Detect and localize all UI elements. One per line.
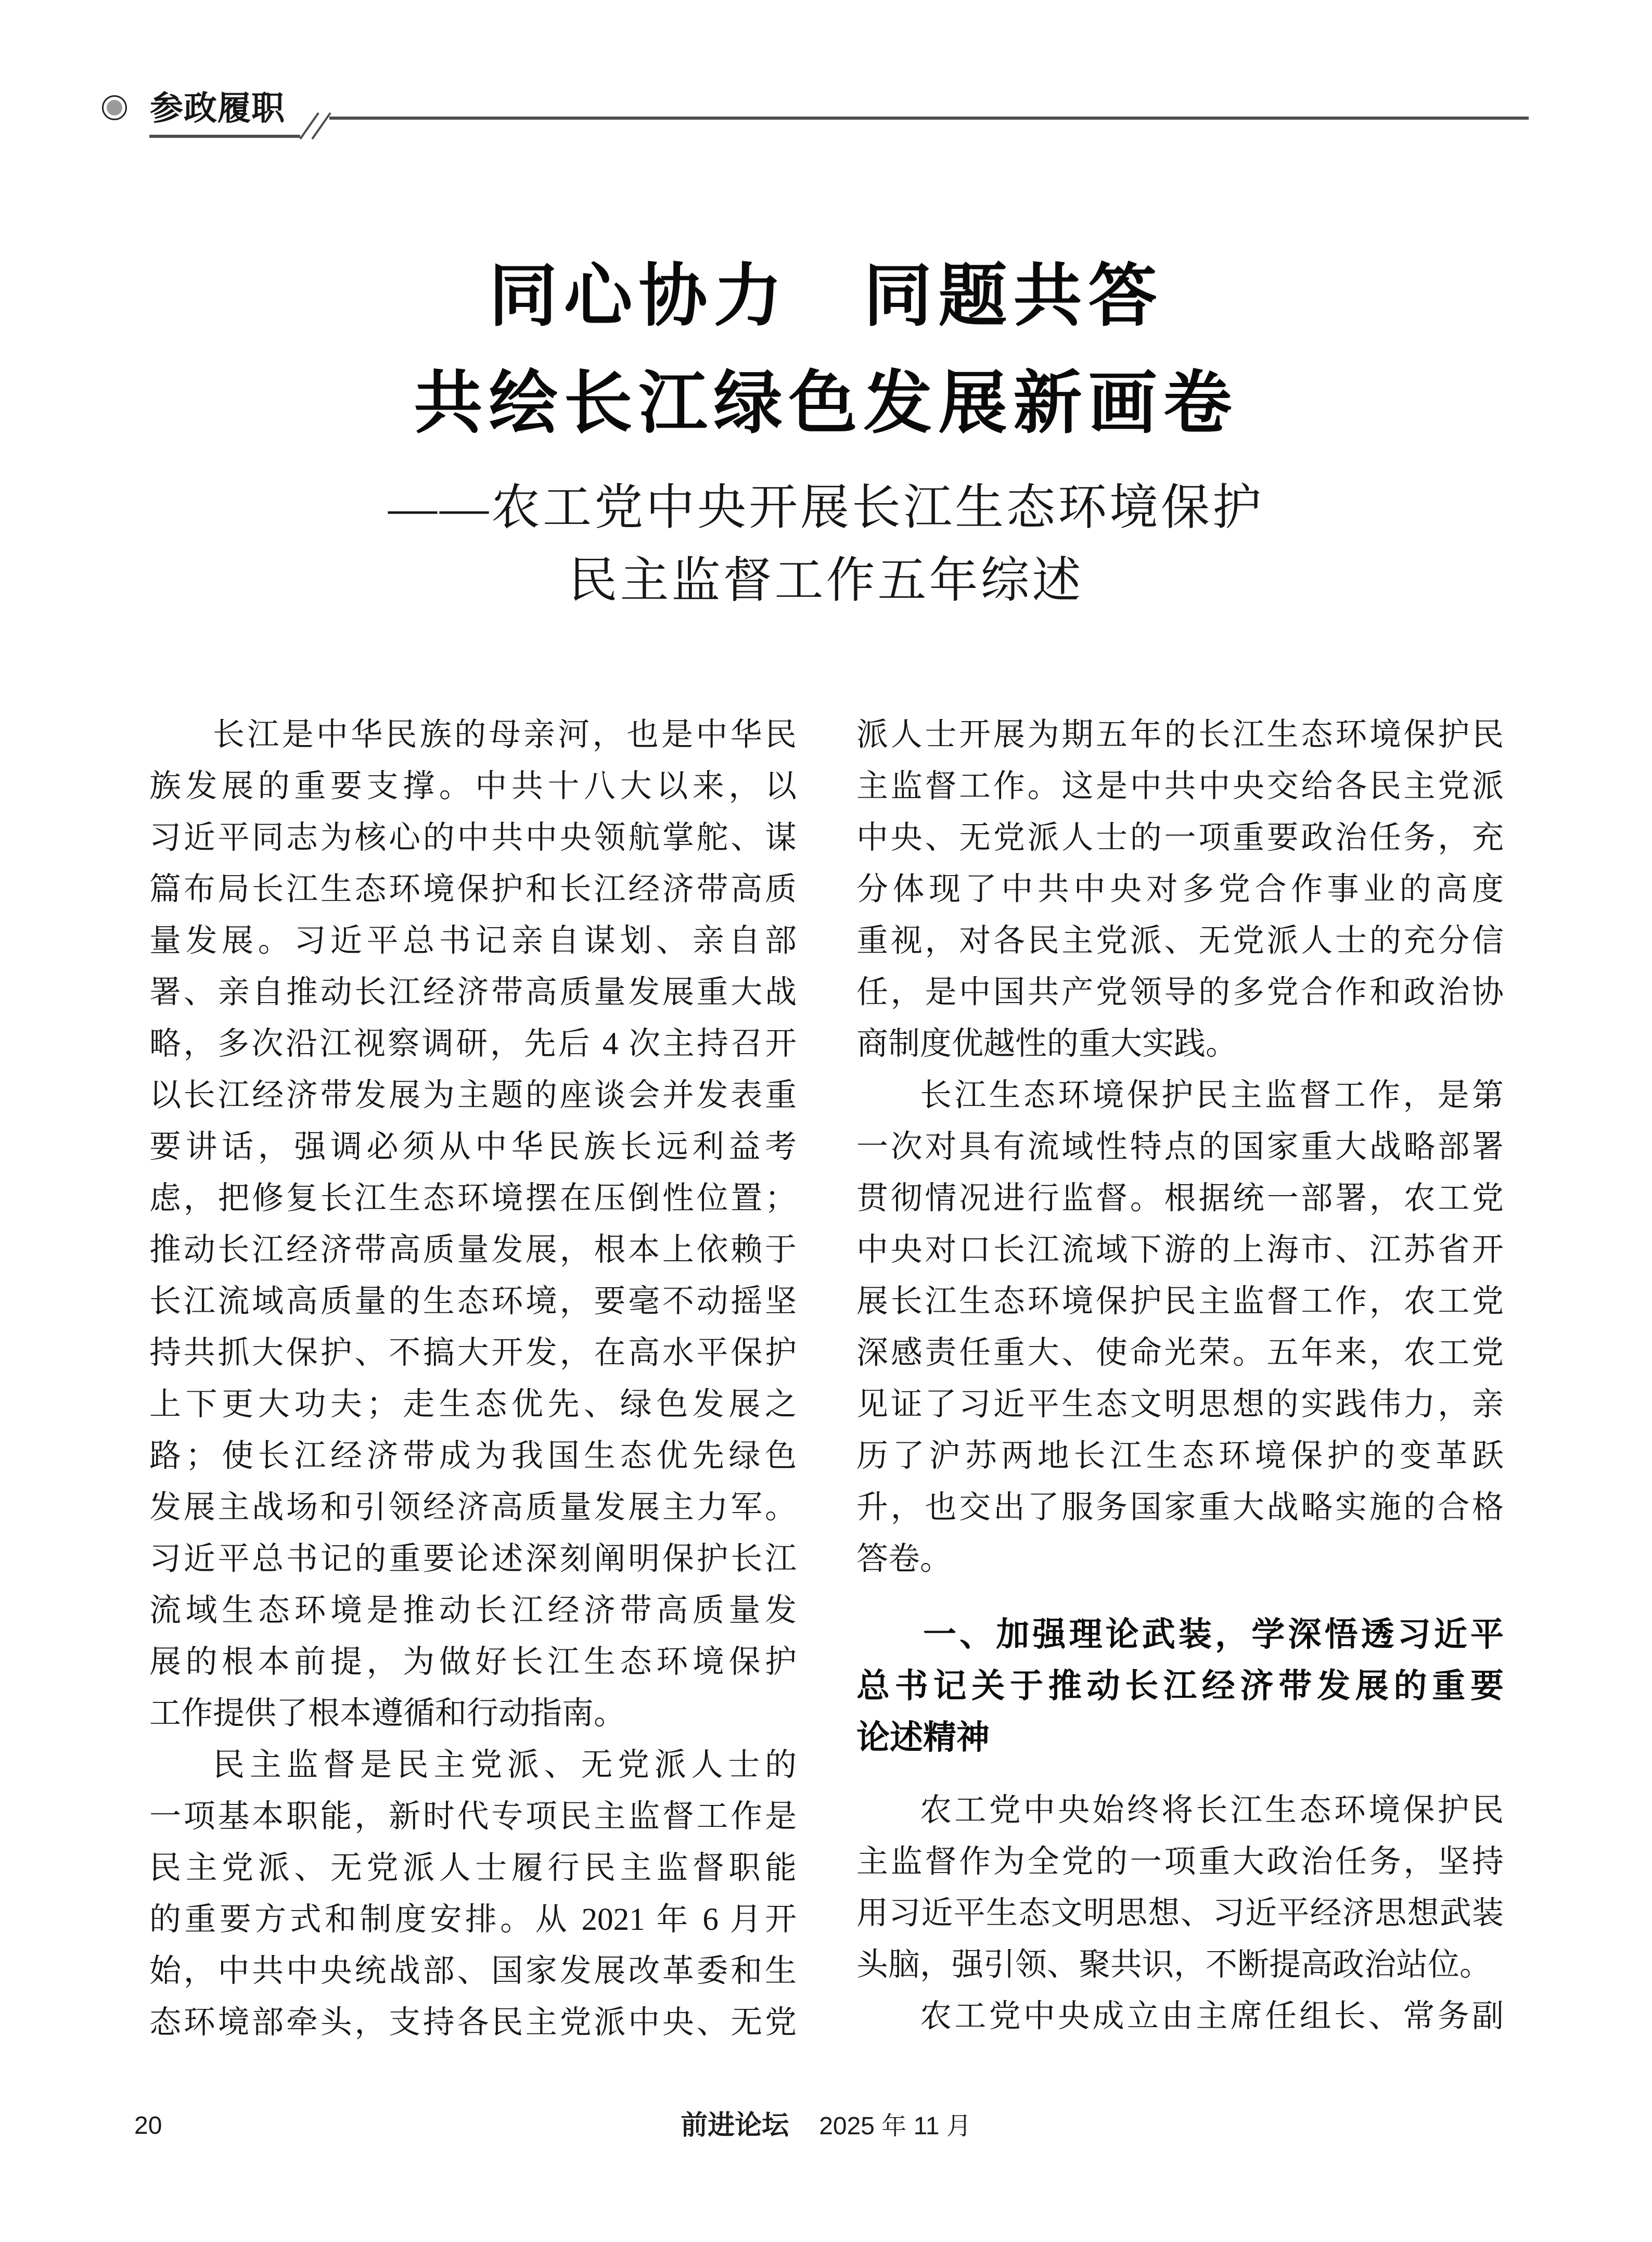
body-text-line: 农工党中央成立由主席任组长、常务副 (920, 1999, 1504, 2034)
body-text-line: 的重要方式和制度安排。从 2021 年 6 月开 (149, 1902, 797, 1937)
body-text-line: 一次对具有流域性特点的国家重大战略部署 (856, 1130, 1504, 1164)
body-text-line: 虑，把修复长江生态环境摆在压倒性位置； (149, 1181, 797, 1216)
body-text-line: 主监督作为全党的一项重大政治任务，坚持 (856, 1844, 1504, 1879)
body-text-line: 持共抓大保护、不搞大开发，在高水平保护 (149, 1336, 797, 1370)
section-heading-line: 总书记关于推动长江经济带发展的重要 (856, 1667, 1504, 1705)
footer-center (149, 2111, 1503, 2141)
body-text-line: 深感责任重大、使命光荣。五年来，农工党 (856, 1336, 1504, 1370)
body-text-line: 上下更大功夫；走生态优先、绿色发展之 (149, 1387, 797, 1422)
body-text-line: 习近平总书记的重要论述深刻阐明保护长江 (149, 1542, 797, 1577)
article-subtitle-line1: ——农工党中央开展长江生态环境保护 (388, 481, 1264, 535)
body-text-line: 任，是中国共产党领导的多党合作和政治协 (856, 975, 1504, 1010)
body-text-line: 重视，对各民主党派、无党派人士的充分信 (856, 924, 1504, 958)
article-title (149, 242, 1503, 457)
article-subtitle (149, 471, 1503, 617)
body-column-left (149, 709, 797, 2048)
body-text-line: 略，多次沿江视察调研，先后 4 次主持召开 (149, 1027, 797, 1061)
body-text-line: 发展主战场和引领经济高质量发展主力军。 (149, 1490, 797, 1525)
article-title-line2: 共绘长江绿色发展新画卷 (414, 365, 1238, 441)
body-text-line: 态环境部牵头，支持各民主党派中央、无党 (149, 2005, 797, 2040)
body-text-line: 民主党派、无党派人士履行民主监督职能 (149, 1851, 797, 1886)
body-text-line: 中央、无党派人士的一项重要政治任务，充 (856, 821, 1504, 855)
body-text-line: 用习近平生态文明思想、习近平经济思想武装 (856, 1896, 1504, 1931)
body-text-line: 分体现了中共中央对多党合作事业的高度 (856, 872, 1504, 907)
body-text-line: 长江流域高质量的生态环境，要毫不动摇坚 (149, 1284, 797, 1319)
body-text-line: 农工党中央始终将长江生态环境保护民 (920, 1793, 1504, 1828)
body-text-line: 路；使长江经济带成为我国生态优先绿色 (149, 1439, 797, 1474)
article-subtitle-line2: 民主监督工作五年综述 (568, 554, 1084, 608)
body-text-line: 量发展。习近平总书记亲自谋划、亲自部 (149, 924, 797, 958)
body-text-line: 长江生态环境保护民主监督工作，是第 (920, 1078, 1504, 1113)
section-heading-line: 一、加强理论武装，学深悟透习近平 (923, 1616, 1504, 1653)
body-text-line: 派人士开展为期五年的长江生态环境保护民 (856, 718, 1504, 752)
body-text-line: 见证了习近平生态文明思想的实践伟力，亲 (856, 1387, 1504, 1422)
body-text-line: 篇布局长江生态环境保护和长江经济带高质 (149, 872, 797, 907)
body-text-line: 以长江经济带发展为主题的座谈会并发表重 (149, 1078, 797, 1113)
body-text-line: 中央对口长江流域下游的上海市、江苏省开 (856, 1233, 1504, 1267)
section-label: 参政履职 (150, 90, 285, 127)
body-text-line: 展长江生态环境保护民主监督工作，农工党 (856, 1284, 1504, 1319)
body-text-line: 长江是中华民族的母亲河，也是中华民 (213, 718, 797, 752)
article-title-line1: 同心协力 同题共答 (489, 258, 1163, 334)
body-text-line: 一项基本职能，新时代专项民主监督工作是 (149, 1799, 797, 1834)
body-text-line: 族发展的重要支撑。中共十八大以来，以 (149, 769, 797, 804)
body-text-line: 历了沪苏两地长江生态环境保护的变革跃 (856, 1439, 1504, 1474)
body-text-line: 署、亲自推动长江经济带高质量发展重大战 (149, 975, 797, 1010)
body-text-line: 升，也交出了服务国家重大战略实施的合格 (856, 1490, 1504, 1525)
journal-name: 前进论坛 (681, 2110, 789, 2141)
body-text-line: 展的根本前提，为做好长江生态环境保护 (149, 1645, 797, 1680)
body-text-line: 主监督工作。这是中共中央交给各民主党派 (856, 769, 1504, 804)
body-text-line: 贯彻情况进行监督。根据统一部署，农工党 (856, 1181, 1504, 1216)
section-heading-line: 论述精神 (856, 1719, 990, 1756)
body-text-line: 商制度优越性的重大实践。 (856, 1027, 1238, 1061)
body-text-line: 头脑，强引领、聚共识，不断提高政治站位。 (856, 1948, 1492, 1982)
body-text-line: 工作提供了根本遵循和行动指南。 (149, 1696, 626, 1731)
body-text-line: 要讲话，强调必须从中华民族长远利益考 (149, 1130, 797, 1164)
body-text-line: 推动长江经济带高质量发展，根本上依赖于 (149, 1233, 797, 1267)
body-text-line: 始，中共中央统战部、国家发展改革委和生 (149, 1954, 797, 1989)
body-text-line: 习近平同志为核心的中共中央领航掌舵、谋 (149, 821, 797, 855)
body-text-line: 答卷。 (856, 1542, 952, 1577)
body-column-right (856, 709, 1504, 2042)
page-number: 20 (134, 2112, 162, 2139)
header-decorative-lines (0, 0, 1652, 239)
body-text-line: 流域生态环境是推动长江经济带高质量发 (149, 1593, 797, 1628)
issue-date: 2025 年 11 月 (819, 2112, 971, 2140)
body-text-line: 民主监督是民主党派、无党派人士的 (213, 1748, 797, 1783)
